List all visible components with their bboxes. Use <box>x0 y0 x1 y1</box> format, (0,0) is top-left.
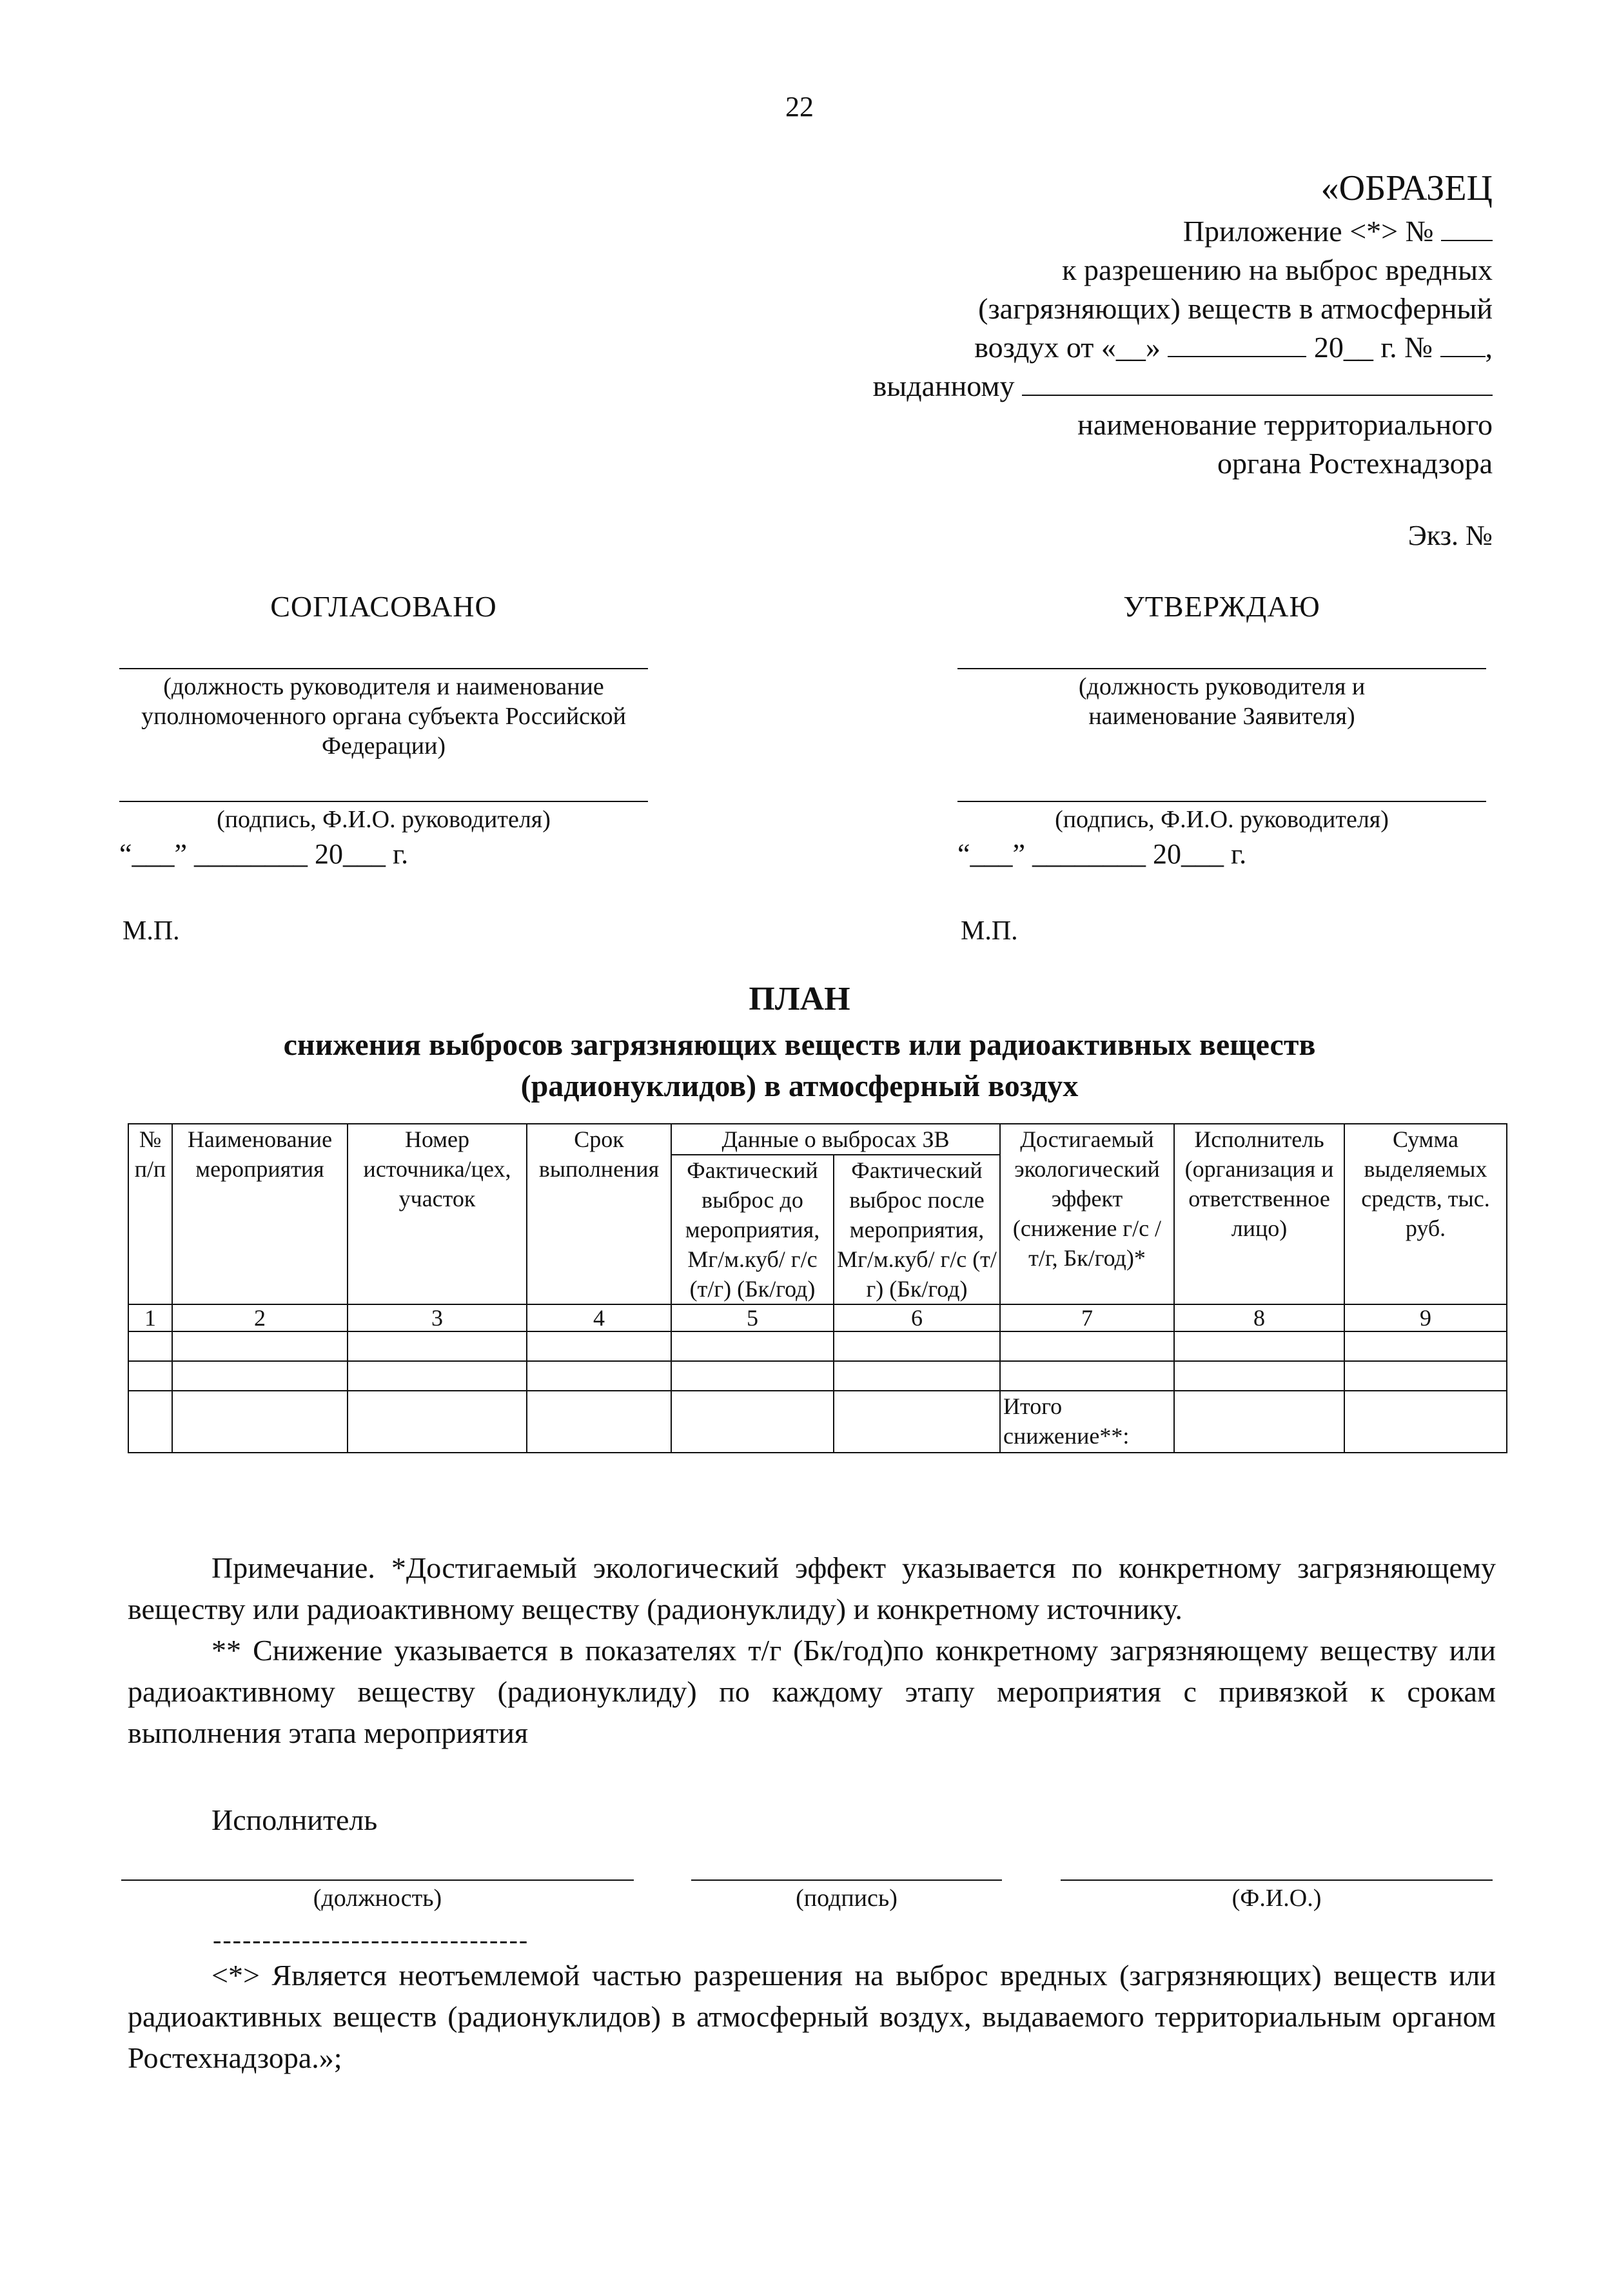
soglasovano-block <box>119 592 648 869</box>
header-block <box>873 164 1493 483</box>
table-row <box>128 1361 1507 1391</box>
signature-line <box>691 1879 1002 1881</box>
footnote-text: <*> Является неотъемлемой частью разрешения на выброс вредных (загрязняющих) веществ или радиоактивных веществ (радионуклидов) в атмосферный воздух, выдаваемого территориальным органом Ростехнадзора.»; <box>128 1959 1496 2074</box>
table-total-row <box>128 1391 1507 1453</box>
col-header-emissions: Данные о выбросах ЗВ <box>671 1124 1000 1155</box>
total-label: Итого снижение**: <box>1000 1391 1174 1453</box>
col-header-num: № п/п <box>128 1124 172 1304</box>
signature-caption: (подпись, Ф.И.О. руководителя) <box>217 806 551 833</box>
column-number: 5 <box>671 1304 834 1331</box>
caption-name: (Ф.И.О.) <box>1231 1885 1322 1912</box>
executor-label: Исполнитель <box>211 1803 378 1836</box>
signature-line <box>1061 1879 1493 1881</box>
col-header-effect: Достигаемый экологический эффект (снижение г/с / т/г, Бк/год)* <box>1000 1124 1174 1304</box>
plan-subtitle-1: снижения выбросов загрязняющих веществ или радиоактивных веществ <box>283 1028 1316 1062</box>
col-header-after: Фактический выброс после мероприятия, Мг/м.куб/ г/с (т/г) (Бк/год) <box>834 1155 1000 1304</box>
column-number: 4 <box>527 1304 671 1331</box>
caption-signature: (подпись) <box>796 1885 898 1912</box>
column-number: 1 <box>128 1304 172 1331</box>
col-header-source: Номер источника/цех, участок <box>348 1124 527 1304</box>
signature-line <box>119 668 648 669</box>
col-header-name: Наименование мероприятия <box>172 1124 348 1304</box>
col-header-before: Фактический выброс до мероприятия, Мг/м.куб/ г/с (т/г) (Бк/год) <box>671 1155 834 1304</box>
signature-line <box>119 801 648 802</box>
footnote-block <box>128 1955 1496 2079</box>
mp-right: М.П. <box>961 916 1018 946</box>
col-header-term: Срок выполнения <box>527 1124 671 1304</box>
date-row: “___” ________ 20___ г. <box>957 838 1247 870</box>
column-number: 7 <box>1000 1304 1174 1331</box>
header-line-1: к разрешению на выброс вредных <box>1062 253 1493 286</box>
col-header-sum: Сумма выделяемых средств, тыс. руб. <box>1344 1124 1507 1304</box>
mp-left: М.П. <box>123 916 180 946</box>
col-header-executor: Исполнитель (организация и ответственное лицо) <box>1174 1124 1344 1304</box>
column-number: 2 <box>172 1304 348 1331</box>
signature-caption: (подпись, Ф.И.О. руководителя) <box>1055 806 1389 833</box>
notes-block <box>128 1547 1496 1754</box>
utverzhdayu-title: УТВЕРЖДАЮ <box>1123 590 1320 623</box>
position-caption: (должность руководителя и наименование Заявителя) <box>1078 673 1366 730</box>
plan-subtitle-2: (радионуклидов) в атмосферный воздух <box>520 1069 1079 1103</box>
table-row <box>128 1331 1507 1361</box>
note-1: Примечание. *Достигаемый экологический эффект указывается по конкретному загрязняющему веществу или радиоактивному веществу (радионуклиду) и конкретному источнику. <box>128 1551 1496 1625</box>
column-number-row <box>128 1304 1507 1331</box>
header-line-4: выданному <box>873 367 1493 406</box>
obrazec-label: «ОБРАЗЕЦ <box>1320 168 1493 208</box>
header-line-2: (загрязняющих) веществ в атмосферный <box>978 292 1493 325</box>
column-number: 9 <box>1344 1304 1507 1331</box>
prilozhenie-line: Приложение <*> № <box>873 212 1493 251</box>
soglasovano-title: СОГЛАСОВАНО <box>270 590 497 623</box>
signature-line <box>957 668 1486 669</box>
date-row: “___” ________ 20___ г. <box>119 838 409 870</box>
caption-position: (должность) <box>313 1885 442 1912</box>
header-line-6: органа Ростехнадзора <box>1217 447 1493 480</box>
plan-table <box>128 1123 1507 1453</box>
signature-line <box>957 801 1486 802</box>
header-line-3: воздух от «__» 20__ г. № , <box>974 331 1493 364</box>
header-line-5: наименование территориального <box>1077 408 1493 441</box>
column-number: 8 <box>1174 1304 1344 1331</box>
signature-line <box>121 1879 634 1881</box>
ekz-number: Экз. № <box>1408 520 1493 551</box>
column-number: 3 <box>348 1304 527 1331</box>
column-number: 6 <box>834 1304 1000 1331</box>
note-2: ** Снижение указывается в показателях т/г (Бк/год)по конкретному загрязняющему веществу или радиоактивному веществу (радионуклиду) по каждому этапу мероприятия с привязкой к срокам выполнения этапа мероприятия <box>128 1634 1496 1749</box>
plan-title: ПЛАН <box>749 981 850 1017</box>
position-caption: (должность руководителя и наименование уполномоченного органа субъекта Российской Федерации) <box>141 673 626 760</box>
page-number: 22 <box>785 91 814 123</box>
footnote-separator: -------------------------------- <box>213 1925 529 1954</box>
utverzhdayu-block <box>957 592 1486 869</box>
